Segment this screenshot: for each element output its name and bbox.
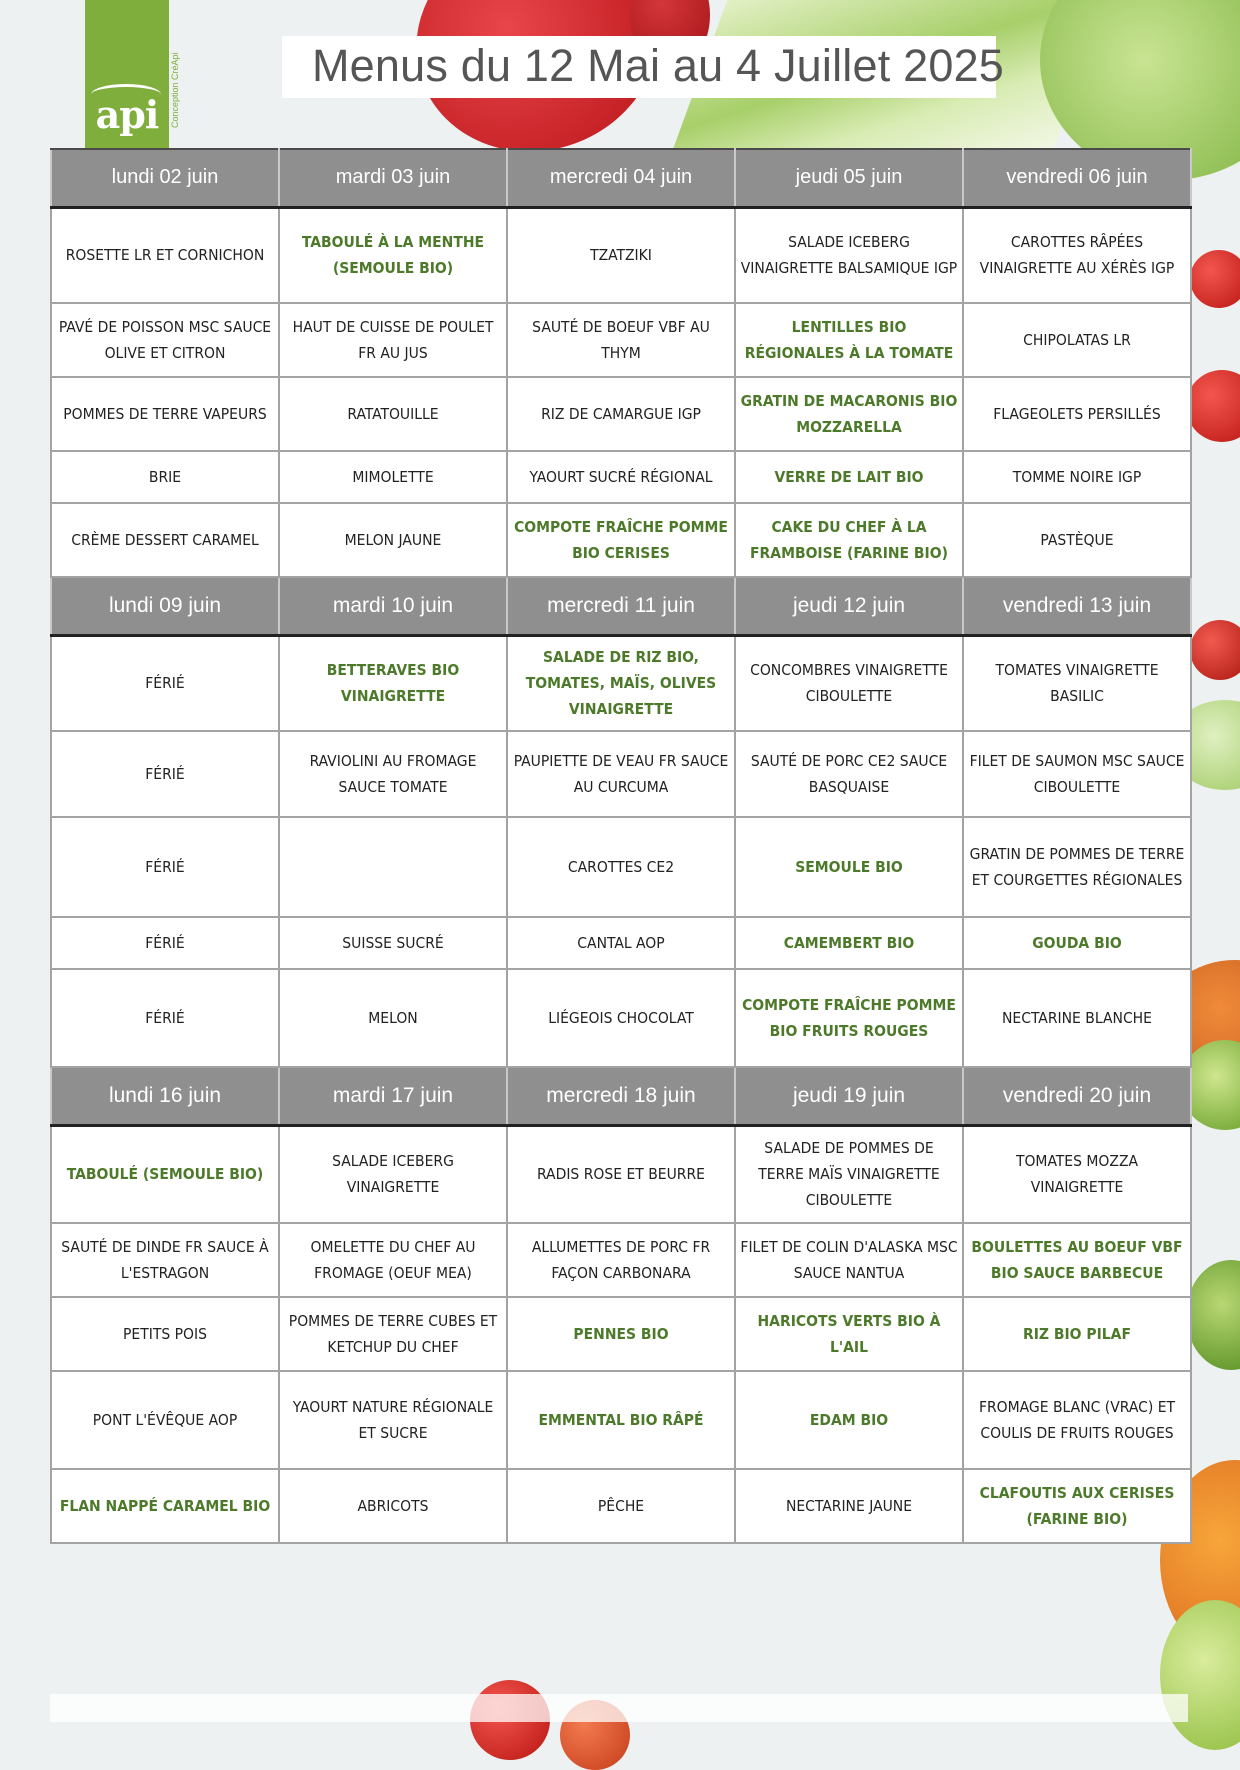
- day-header: mardi 10 juin: [279, 577, 507, 635]
- menu-item: RIZ DE CAMARGUE IGP: [507, 377, 735, 451]
- menu-item: LIÉGEOIS CHOCOLAT: [507, 969, 735, 1067]
- menu-item-bio: HARICOTS VERTS BIO À L'AIL: [735, 1297, 963, 1371]
- menu-course-row: [51, 817, 1191, 917]
- menu-item: MELON: [279, 969, 507, 1067]
- menu-item: FLAGEOLETS PERSILLÉS: [963, 377, 1191, 451]
- menu-course-row: [51, 635, 1191, 731]
- week-header-row: [51, 149, 1191, 207]
- menu-item: FÉRIÉ: [51, 969, 279, 1067]
- menu-course-row: [51, 731, 1191, 817]
- menu-item: CAROTTES CE2: [507, 817, 735, 917]
- menu-course-row: [51, 969, 1191, 1067]
- day-header: vendredi 20 juin: [963, 1067, 1191, 1125]
- menu-item: YAOURT NATURE RÉGIONALE ET SUCRE: [279, 1371, 507, 1469]
- menu-item: PETITS POIS: [51, 1297, 279, 1371]
- menu-course-row: [51, 1469, 1191, 1543]
- menu-course-row: [51, 1223, 1191, 1297]
- menu-item-bio: BOULETTES AU BOEUF VBF BIO SAUCE BARBECUE: [963, 1223, 1191, 1297]
- menu-item: BRIE: [51, 451, 279, 503]
- menu-item: FÉRIÉ: [51, 731, 279, 817]
- menu-item-bio: CAMEMBERT BIO: [735, 917, 963, 969]
- menu-item: SALADE DE POMMES DE TERRE MAÏS VINAIGRETTE CIBOULETTE: [735, 1125, 963, 1223]
- menu-item: FILET DE SAUMON MSC SAUCE CIBOULETTE: [963, 731, 1191, 817]
- menu-item: FILET DE COLIN D'ALASKA MSC SAUCE NANTUA: [735, 1223, 963, 1297]
- menu-item: PONT L'ÉVÊQUE AOP: [51, 1371, 279, 1469]
- day-header: jeudi 12 juin: [735, 577, 963, 635]
- menu-course-row: [51, 451, 1191, 503]
- menu-item: [279, 817, 507, 917]
- menu-item: CANTAL AOP: [507, 917, 735, 969]
- menu-item-bio: CAKE DU CHEF À LA FRAMBOISE (FARINE BIO): [735, 503, 963, 577]
- day-header: mercredi 18 juin: [507, 1067, 735, 1125]
- menu-course-row: [51, 1297, 1191, 1371]
- menu-item: SAUTÉ DE DINDE FR SAUCE À L'ESTRAGON: [51, 1223, 279, 1297]
- day-header: jeudi 05 juin: [735, 149, 963, 207]
- menu-item: SAUTÉ DE BOEUF VBF AU THYM: [507, 303, 735, 377]
- menu-item: PÊCHE: [507, 1469, 735, 1543]
- menu-item-bio: GRATIN DE MACARONIS BIO MOZZARELLA: [735, 377, 963, 451]
- day-header: lundi 02 juin: [51, 149, 279, 207]
- menu-item: FÉRIÉ: [51, 917, 279, 969]
- menu-course-row: [51, 1371, 1191, 1469]
- menu-item: ABRICOTS: [279, 1469, 507, 1543]
- menu-item: MIMOLETTE: [279, 451, 507, 503]
- menu-item: NECTARINE BLANCHE: [963, 969, 1191, 1067]
- menu-item: CRÈME DESSERT CARAMEL: [51, 503, 279, 577]
- menu-item: NECTARINE JAUNE: [735, 1469, 963, 1543]
- menu-item: ROSETTE LR ET CORNICHON: [51, 207, 279, 303]
- menu-course-row: [51, 503, 1191, 577]
- menu-item-bio: VERRE DE LAIT BIO: [735, 451, 963, 503]
- menu-item-bio: EDAM BIO: [735, 1371, 963, 1469]
- menu-item-bio: CLAFOUTIS AUX CERISES (FARINE BIO): [963, 1469, 1191, 1543]
- footer-strip: [50, 1694, 1188, 1722]
- menu-item-bio: BETTERAVES BIO VINAIGRETTE: [279, 635, 507, 731]
- menu-item-bio: COMPOTE FRAÎCHE POMME BIO FRUITS ROUGES: [735, 969, 963, 1067]
- menu-item: SALADE ICEBERG VINAIGRETTE: [279, 1125, 507, 1223]
- menu-item-bio: SEMOULE BIO: [735, 817, 963, 917]
- day-header: mardi 03 juin: [279, 149, 507, 207]
- menu-item-bio: SALADE DE RIZ BIO, TOMATES, MAÏS, OLIVES VINAIGRETTE: [507, 635, 735, 731]
- menu-item: POMMES DE TERRE VAPEURS: [51, 377, 279, 451]
- menu-item-bio: TABOULÉ (SEMOULE BIO): [51, 1125, 279, 1223]
- logo-credit: Conception CréApi: [170, 52, 180, 128]
- menu-item: POMMES DE TERRE CUBES ET KETCHUP DU CHEF: [279, 1297, 507, 1371]
- menu-item-bio: TABOULÉ À LA MENTHE (SEMOULE BIO): [279, 207, 507, 303]
- menu-item: YAOURT SUCRÉ RÉGIONAL: [507, 451, 735, 503]
- menu-item: OMELETTE DU CHEF AU FROMAGE (OEUF MEA): [279, 1223, 507, 1297]
- week-header-row: [51, 577, 1191, 635]
- menu-item: FÉRIÉ: [51, 817, 279, 917]
- menu-item-bio: FLAN NAPPÉ CARAMEL BIO: [51, 1469, 279, 1543]
- menu-item-bio: COMPOTE FRAÎCHE POMME BIO CERISES: [507, 503, 735, 577]
- api-logo: [85, 0, 169, 148]
- menu-item: TZATZIKI: [507, 207, 735, 303]
- menu-item: RATATOUILLE: [279, 377, 507, 451]
- menu-item-bio: GOUDA BIO: [963, 917, 1191, 969]
- menu-item: GRATIN DE POMMES DE TERRE ET COURGETTES RÉGIONALES: [963, 817, 1191, 917]
- menu-item: ALLUMETTES DE PORC FR FAÇON CARBONARA: [507, 1223, 735, 1297]
- menu-course-row: [51, 1125, 1191, 1223]
- menu-item: SUISSE SUCRÉ: [279, 917, 507, 969]
- menu-item: RADIS ROSE ET BEURRE: [507, 1125, 735, 1223]
- day-header: vendredi 13 juin: [963, 577, 1191, 635]
- background-tomato: [1190, 620, 1240, 680]
- day-header: jeudi 19 juin: [735, 1067, 963, 1125]
- menu-course-row: [51, 377, 1191, 451]
- day-header: mercredi 04 juin: [507, 149, 735, 207]
- menu-item: CHIPOLATAS LR: [963, 303, 1191, 377]
- menu-item: FROMAGE BLANC (VRAC) ET COULIS DE FRUITS ROUGES: [963, 1371, 1191, 1469]
- menu-item: TOMATES MOZZA VINAIGRETTE: [963, 1125, 1191, 1223]
- menu-item: PASTÈQUE: [963, 503, 1191, 577]
- menu-item: SAUTÉ DE PORC CE2 SAUCE BASQUAISE: [735, 731, 963, 817]
- menu-item-bio: RIZ BIO PILAF: [963, 1297, 1191, 1371]
- day-header: lundi 09 juin: [51, 577, 279, 635]
- menu-item: FÉRIÉ: [51, 635, 279, 731]
- day-header: lundi 16 juin: [51, 1067, 279, 1125]
- menu-course-row: [51, 207, 1191, 303]
- week-header-row: [51, 1067, 1191, 1125]
- background-tomato: [1190, 250, 1240, 308]
- menu-item: TOMATES VINAIGRETTE BASILIC: [963, 635, 1191, 731]
- menu-item: HAUT DE CUISSE DE POULET FR AU JUS: [279, 303, 507, 377]
- title-box: [282, 36, 1005, 98]
- menu-item-bio: LENTILLES BIO RÉGIONALES À LA TOMATE: [735, 303, 963, 377]
- background-sprouts: [1186, 1260, 1240, 1370]
- day-header: vendredi 06 juin: [963, 149, 1191, 207]
- menu-table: [50, 148, 1192, 1544]
- menu-item-bio: EMMENTAL BIO RÂPÉ: [507, 1371, 735, 1469]
- menu-item: PAUPIETTE DE VEAU FR SAUCE AU CURCUMA: [507, 731, 735, 817]
- menu-item: MELON JAUNE: [279, 503, 507, 577]
- menu-item: RAVIOLINI AU FROMAGE SAUCE TOMATE: [279, 731, 507, 817]
- menu-course-row: [51, 303, 1191, 377]
- menu-item: CONCOMBRES VINAIGRETTE CIBOULETTE: [735, 635, 963, 731]
- logo-text: api: [95, 92, 159, 137]
- menu-item-bio: PENNES BIO: [507, 1297, 735, 1371]
- day-header: mardi 17 juin: [279, 1067, 507, 1125]
- background-leaf: [1160, 1600, 1240, 1750]
- background-tomato: [1186, 370, 1240, 442]
- menu-course-row: [51, 917, 1191, 969]
- menu-item: TOMME NOIRE IGP: [963, 451, 1191, 503]
- menu-item: CAROTTES RÂPÉES VINAIGRETTE AU XÉRÈS IGP: [963, 207, 1191, 303]
- day-header: mercredi 11 juin: [507, 577, 735, 635]
- page-title: Menus du 12 Mai au 4 Juillet 2025: [312, 40, 1005, 91]
- menu-item: SALADE ICEBERG VINAIGRETTE BALSAMIQUE IGP: [735, 207, 963, 303]
- menu-item: PAVÉ DE POISSON MSC SAUCE OLIVE ET CITRON: [51, 303, 279, 377]
